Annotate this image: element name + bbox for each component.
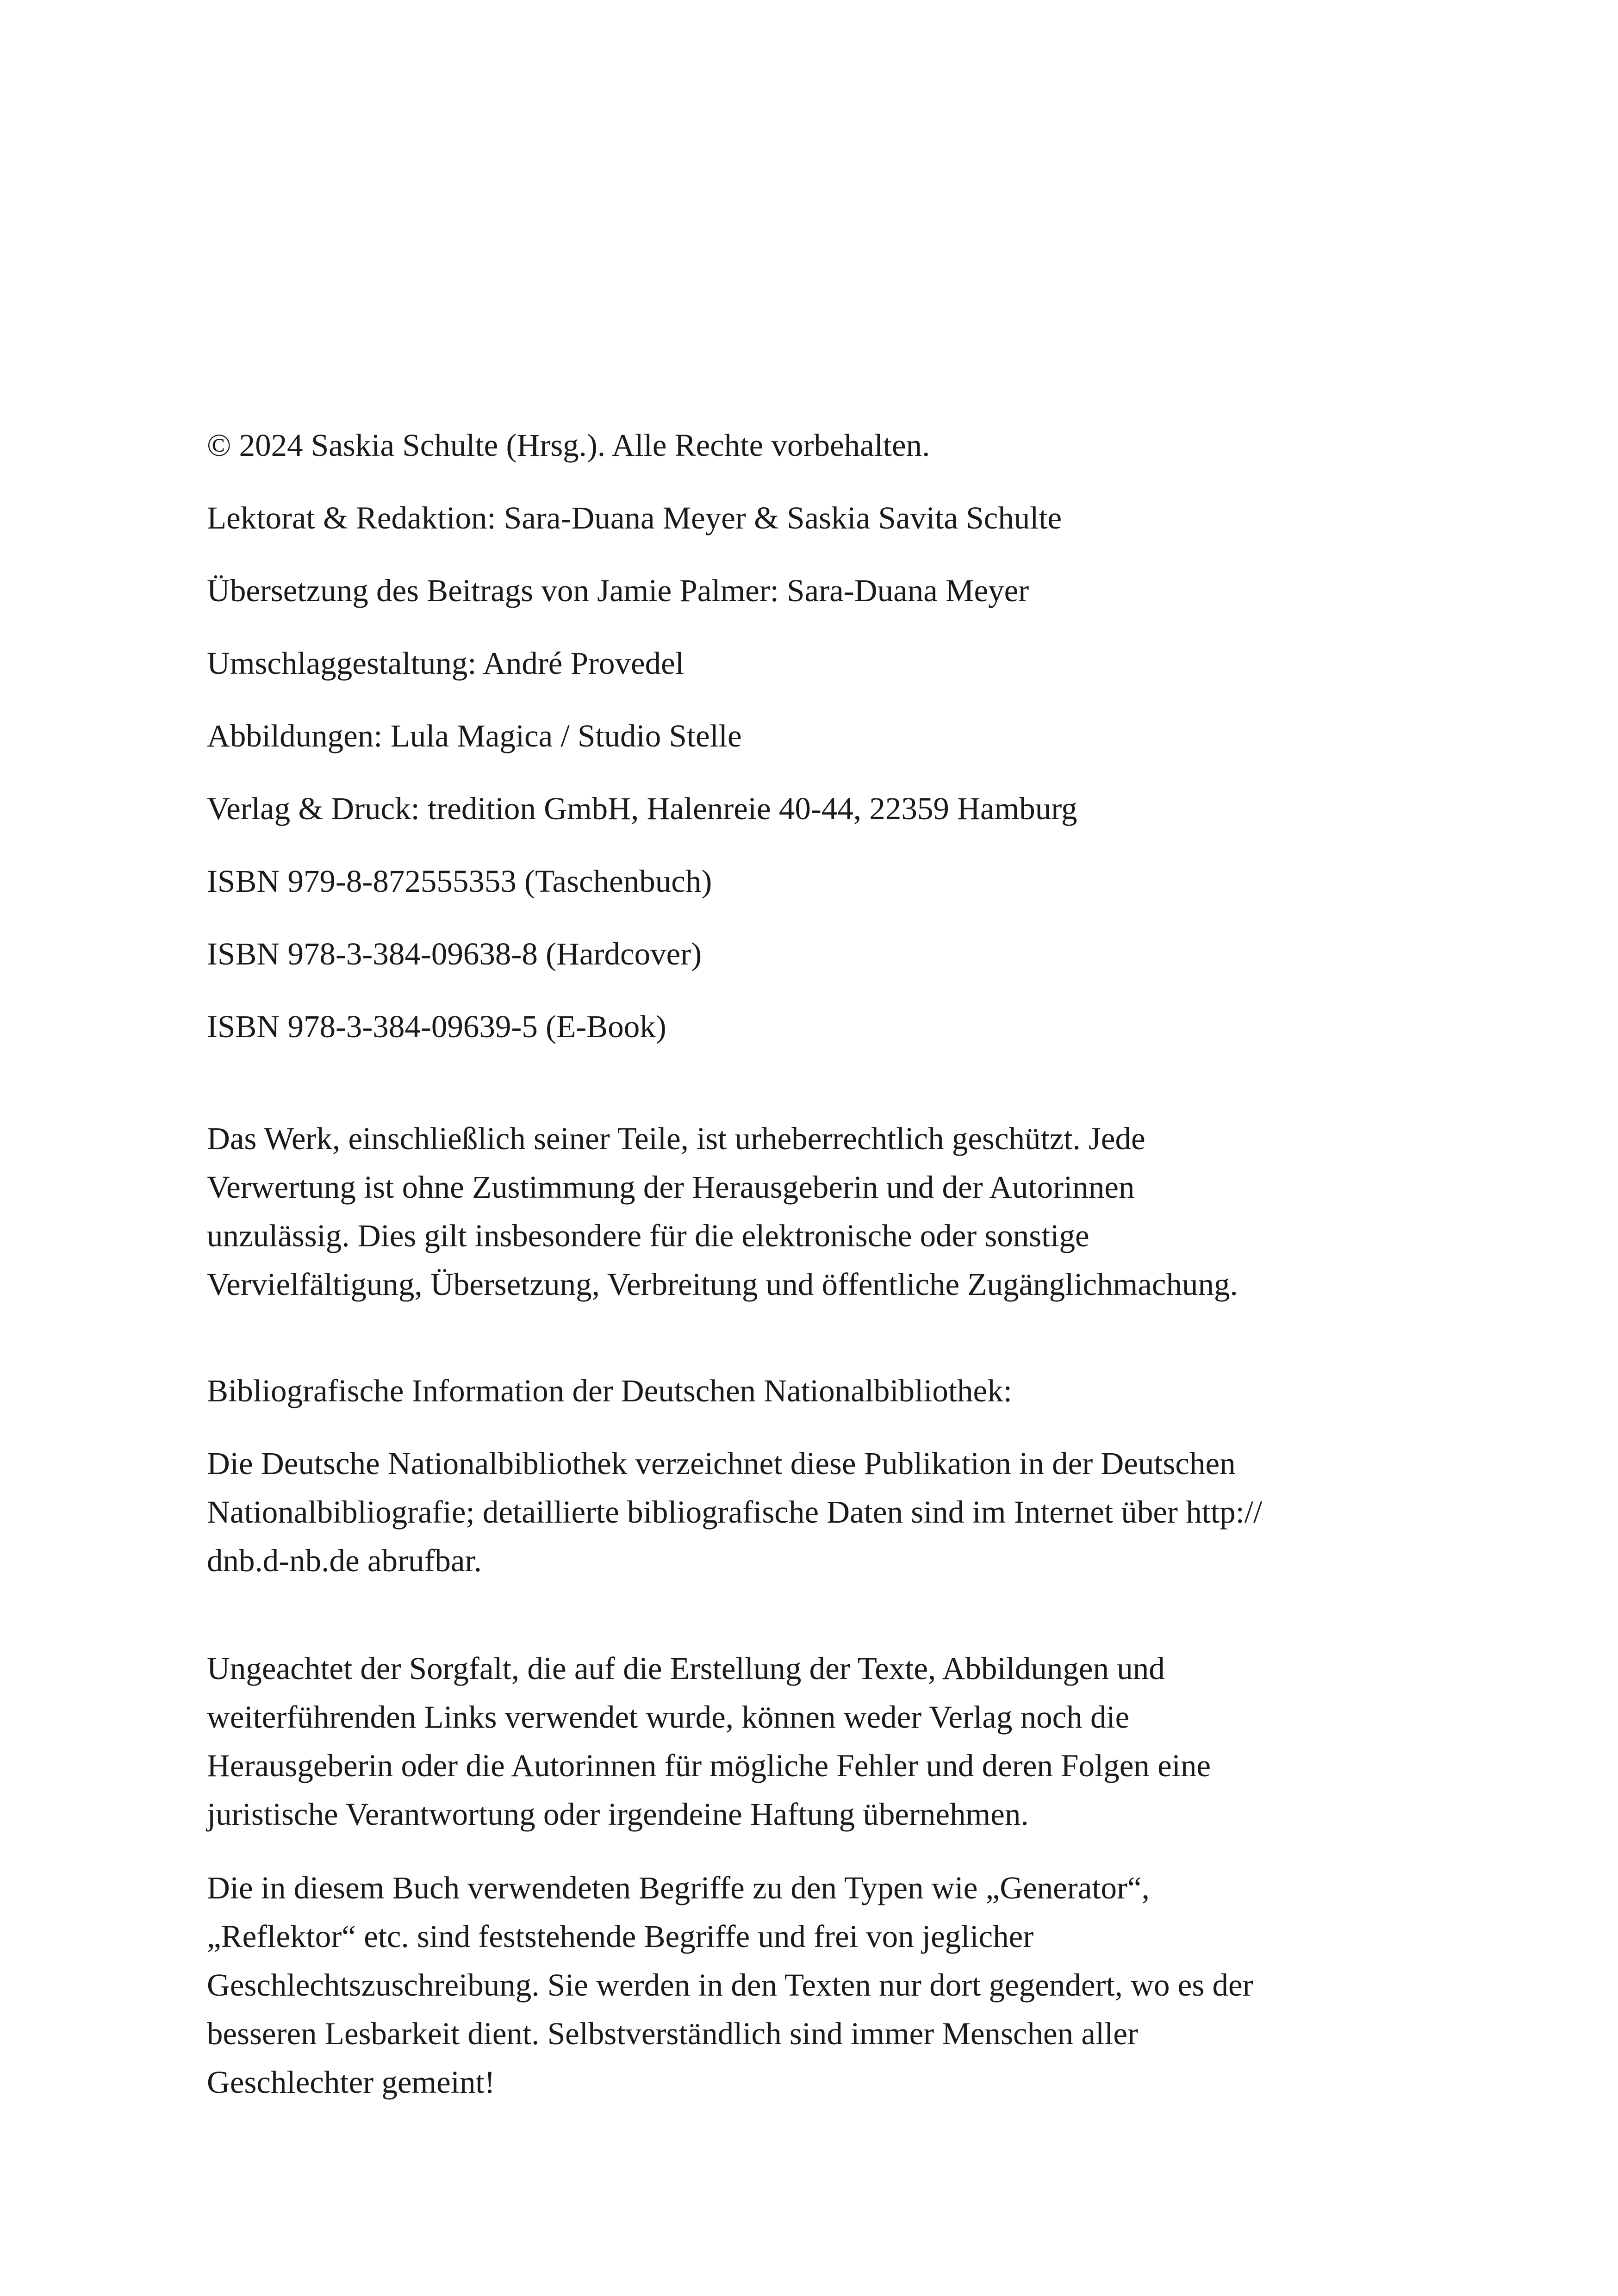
disclaimer-paragraph: [207, 1644, 1456, 1839]
isbn-ebook: ISBN 978-3-384-09639-5 (E-Book): [207, 1009, 666, 1044]
paragraph-line: juristische Verantwortung oder irgendeine Haftung übernehmen.: [207, 1797, 1029, 1832]
paragraph-line: Verwertung ist ohne Zustimmung der Herausgeberin und der Autorinnen: [207, 1170, 1135, 1205]
editing-credit: Lektorat & Redaktion: Sara-Duana Meyer & Saskia Savita Schulte: [207, 500, 1062, 535]
illustrations-credit: Abbildungen: Lula Magica / Studio Stelle: [207, 718, 742, 753]
paragraph-line: Die in diesem Buch verwendeten Begriffe zu den Typen wie „Generator“,: [207, 1870, 1150, 1905]
paragraph-line: Ungeachtet der Sorgfalt, die auf die Erstellung der Texte, Abbildungen und: [207, 1651, 1165, 1686]
paragraph-line: dnb.d-nb.de abrufbar.: [207, 1543, 482, 1578]
paragraph-line: „Reflektor“ etc. sind feststehende Begriffe und frei von jeglicher: [207, 1919, 1034, 1954]
publisher-credit: Verlag & Druck: tredition GmbH, Halenreie 40-44, 22359 Hamburg: [207, 791, 1077, 826]
paragraph-line: Das Werk, einschließlich seiner Teile, ist urheberrechtlich geschützt. Jede: [207, 1121, 1145, 1156]
paragraph-line: besseren Lesbarkeit dient. Selbstverständlich sind immer Menschen aller: [207, 2016, 1138, 2051]
paragraph-line: Nationalbibliografie; detaillierte bibliografische Daten sind im Internet über http://: [207, 1494, 1263, 1530]
translation-credit: Übersetzung des Beitrags von Jamie Palmer: Sara-Duana Meyer: [207, 573, 1029, 608]
copyright-notice-paragraph: [207, 1114, 1456, 1309]
bibliographic-paragraph: [207, 1439, 1456, 1585]
paragraph-line: Die Deutsche Nationalbibliothek verzeichnet diese Publikation in der Deutschen: [207, 1446, 1236, 1481]
isbn-hardcover: ISBN 978-3-384-09638-8 (Hardcover): [207, 936, 702, 971]
bibliographic-heading: Bibliografische Information der Deutschen Nationalbibliothek:: [207, 1373, 1012, 1408]
isbn-paperback: ISBN 979-8-872555353 (Taschenbuch): [207, 864, 712, 899]
cover-design-credit: Umschlaggestaltung: André Provedel: [207, 646, 684, 681]
copyright-line: © 2024 Saskia Schulte (Hrsg.). Alle Rechte vorbehalten.: [207, 428, 930, 463]
paragraph-line: Geschlechter gemeint!: [207, 2065, 495, 2100]
paragraph-line: Geschlechtszuschreibung. Sie werden in den Texten nur dort gegendert, wo es der: [207, 1967, 1253, 2003]
gender-note-paragraph: [207, 1864, 1456, 2107]
paragraph-line: Vervielfältigung, Übersetzung, Verbreitung und öffentliche Zugänglichmachung.: [207, 1267, 1238, 1302]
paragraph-line: Herausgeberin oder die Autorinnen für mögliche Fehler und deren Folgen eine: [207, 1748, 1211, 1783]
paragraph-line: weiterführenden Links verwendet wurde, können weder Verlag noch die: [207, 1699, 1130, 1735]
paragraph-line: unzulässig. Dies gilt insbesondere für die elektronische oder sonstige: [207, 1218, 1089, 1253]
